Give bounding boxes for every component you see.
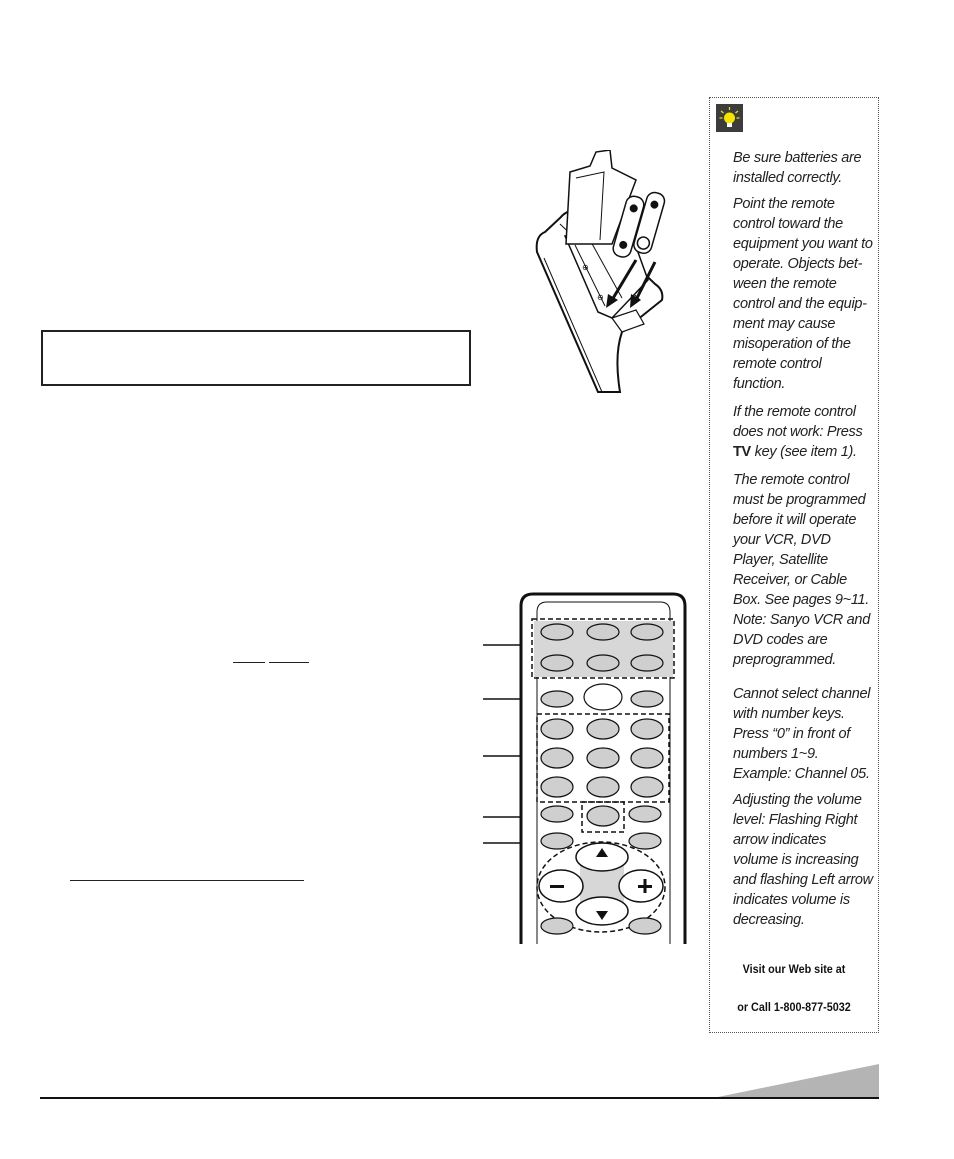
tip-volume: Adjusting the volume level: Flashing Right arrow indicates volume is increasing and flashing Left arrow indicates volume is decreasing. [733,792,873,928]
tip-point-remote: Point the remote control toward the equipment you want to operate. Objects bet-ween the remote control and the equip-ment may cause misoperation of the remote control function. [733,196,873,392]
tip-text-pre: If the remote control does not work: Press [733,404,863,440]
page-corner-shade [713,1064,879,1098]
footer-rule [40,1097,879,1099]
website-line: Visit our Web site at [742,962,846,976]
tv-key-label: TV [733,444,751,460]
tip-programming: The remote control must be programmed before it will operate your VCR, DVD Player, Satellite Receiver, or Cable Box. See pages 9~11. Note: Sanyo VCR and DVD codes are preprogrammed. [733,472,870,668]
svg-text:⊖: ⊖ [597,293,604,302]
tip-channel-select: Cannot select channel with number keys. Press “0” in front of numbers 1~9. Example: Channel 05. [733,686,871,782]
svg-text:⊕: ⊕ [582,263,589,272]
phone-line: or Call 1-800-877-5032 [737,1000,851,1014]
tip-remote-not-working [733,402,873,462]
tip-batteries: Be sure batteries are installed correctly. [733,150,862,186]
battery-install-illustration [528,150,678,400]
remote-control-illustration [515,590,690,946]
lightbulb-icon [716,104,743,132]
note-box [41,330,471,386]
underline-rule [233,662,265,663]
tip-text-post: key (see item 1). [754,444,857,460]
underline-rule [269,662,309,663]
section-rule [70,880,304,881]
